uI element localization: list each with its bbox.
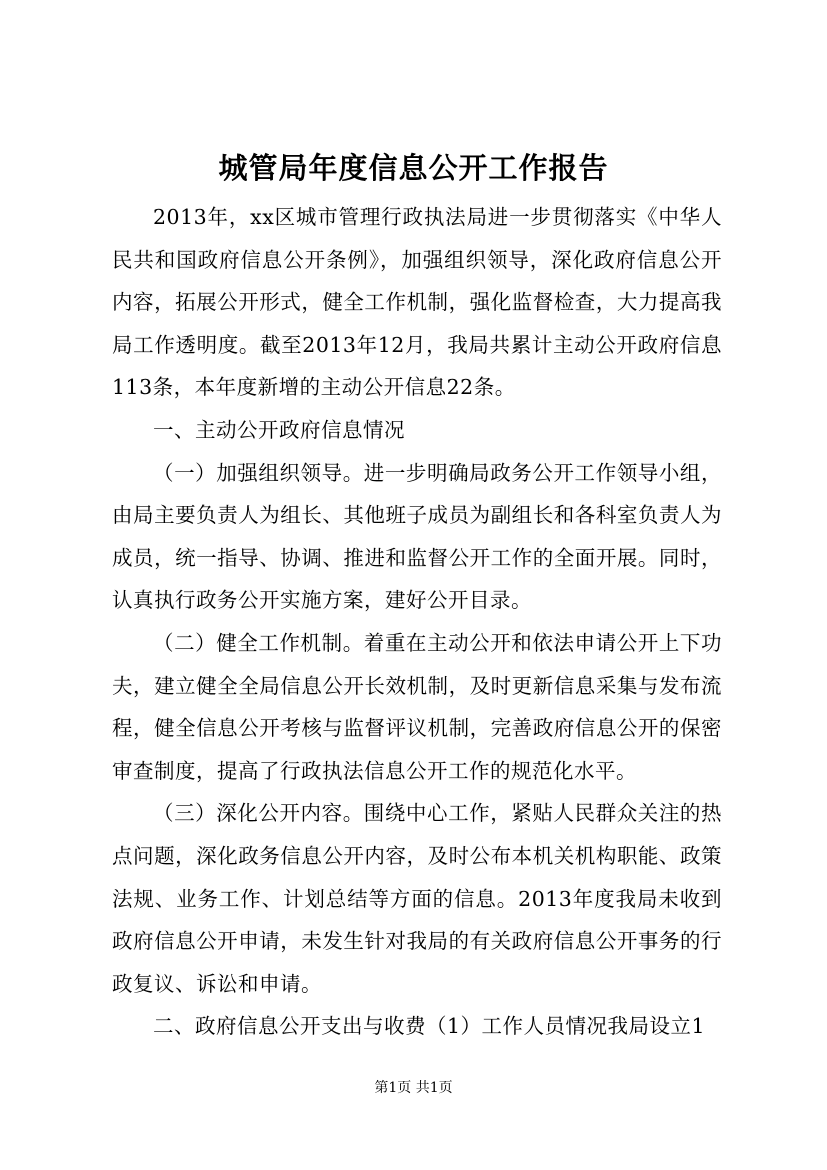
page-title: 城管局年度信息公开工作报告: [218, 151, 609, 185]
section-heading-2: 二、政府信息公开支出与收费（1）工作人员情况我局设立1: [153, 1014, 706, 1039]
section-heading-1: 一、主动公开政府信息情况: [153, 417, 405, 442]
paragraph-content: （三）深化公开内容。围绕中心工作，紧贴人民群众关注的热点问题，深化政务信息公开内容，及时公布本机关机构职能、政策法规、业务工作、计划总结等方面的信息。2013年度我局未收到政府信息公开申请，未发生针对我局的有关政府信息公开事务的行政复议、诉讼和申请。: [112, 801, 722, 996]
paragraph-organization: （一）加强组织领导。进一步明确局政务公开工作领导小组，由局主要负责人为组长、其他班子成员为副组长和各科室负责人为成员，统一指导、协调、推进和监督公开工作的全面开展。同时，认真执行政务公开实施方案，建好公开目录。: [112, 460, 722, 613]
paragraph-intro: 2013年，xx区城市管理行政执法局进一步贯彻落实《中华人民共和国政府信息公开条例》，加强组织领导，深化政府信息公开内容，拓展公开形式，健全工作机制，强化监督检查，大力提高我局工作透明度。截至2013年12月，我局共累计主动公开政府信息113条，本年度新增的主动公开信息22条。: [112, 205, 722, 400]
document-body: [112, 196, 722, 1048]
paragraph-mechanism: （二）健全工作机制。着重在主动公开和依法申请公开上下功夫，建立健全全局信息公开长效机制，及时更新信息采集与发布流程，健全信息公开考核与监督评议机制，完善政府信息公开的保密审查制度，提高了行政执法信息公开工作的规范化水平。: [112, 630, 722, 783]
page-footer: 第1页 共1页: [374, 1080, 453, 1096]
